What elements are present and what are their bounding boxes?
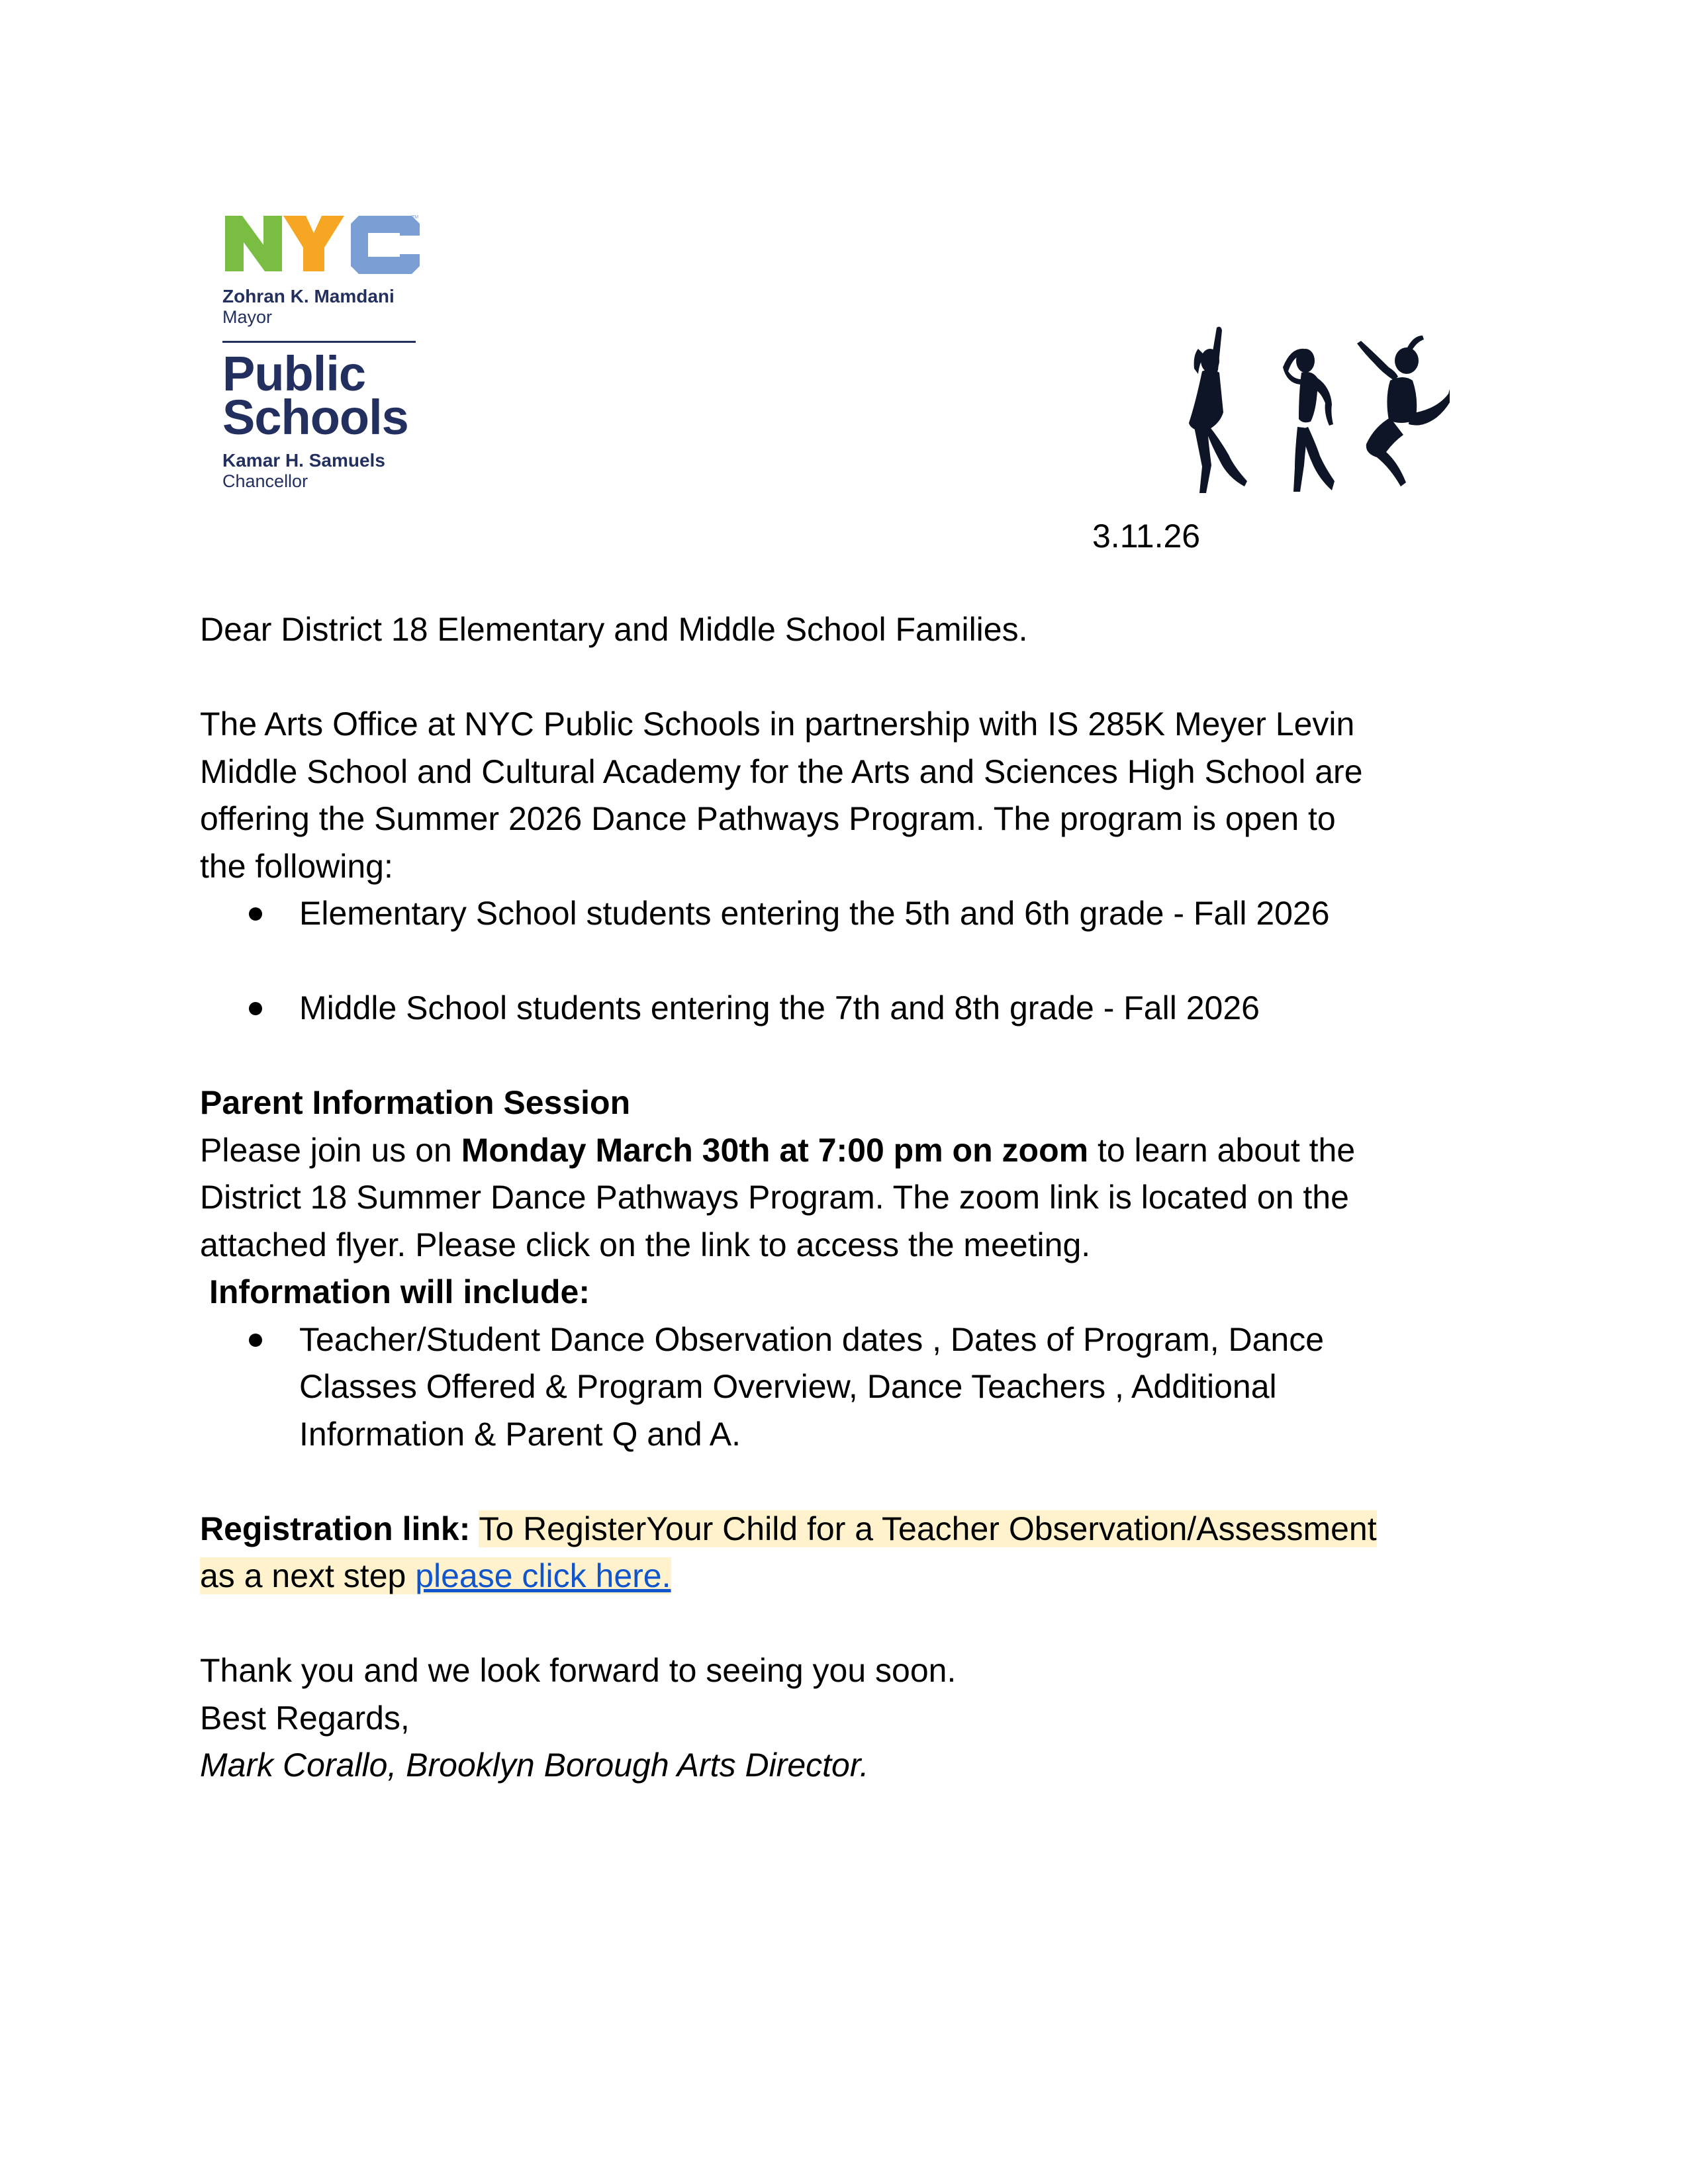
includes-heading: Information will include: xyxy=(209,1273,590,1310)
session-text: Please join us on xyxy=(200,1131,461,1169)
wordmark-line-2: Schools xyxy=(222,390,408,445)
session-datetime: Monday March 30th at 7:00 pm on zoom xyxy=(461,1131,1089,1169)
nyc-logo-icon xyxy=(222,212,421,278)
session-line: attached flyer. Please click on the link to access the meeting. xyxy=(200,1226,1091,1263)
chancellor-title: Chancellor xyxy=(222,471,308,491)
session-text: to learn about the xyxy=(1088,1131,1356,1169)
includes-line: Classes Offered & Program Overview, Dance Teachers , Additional xyxy=(299,1368,1277,1405)
dancers-silhouette-icon xyxy=(1165,314,1450,496)
intro-line: Middle School and Cultural Academy for the Arts and Sciences High School are xyxy=(200,752,1363,790)
intro-paragraph xyxy=(200,701,1497,890)
eligibility-item xyxy=(200,890,1497,938)
registration-text: To RegisterYour Child for a Teacher Observation/Assessment xyxy=(479,1510,1377,1547)
eligibility-item xyxy=(200,985,1497,1032)
mayor-name: Zohran K. Mamdani xyxy=(222,286,395,306)
session-line: District 18 Summer Dance Pathways Program. The zoom link is located on the xyxy=(200,1179,1349,1216)
chancellor-name: Kamar H. Samuels xyxy=(222,450,385,471)
registration-text: as a next step xyxy=(200,1557,416,1594)
eligibility-list xyxy=(200,890,1497,1032)
closing-line: Thank you and we look forward to seeing you soon. xyxy=(200,1652,957,1689)
bullet-icon xyxy=(249,907,262,921)
registration-link[interactable]: please click here. xyxy=(415,1557,671,1594)
registration-line xyxy=(200,1553,1497,1600)
public-schools-wordmark xyxy=(222,346,408,445)
intro-line: The Arts Office at NYC Public Schools in partnership with IS 285K Meyer Levin xyxy=(200,705,1355,743)
wordmark-line-1: Public xyxy=(222,346,366,401)
nyc-public-schools-logo xyxy=(222,212,421,496)
letter-date: 3.11.26 xyxy=(1092,518,1201,555)
includes-line: Teacher/Student Dance Observation dates , Dates of Program, Dance xyxy=(299,1320,1325,1358)
eligibility-item-text: Elementary School students entering the 5th and 6th grade - Fall 2026 xyxy=(299,895,1330,932)
registration-line xyxy=(200,1506,1497,1553)
bullet-icon xyxy=(249,1334,262,1347)
logo-divider xyxy=(222,341,416,343)
includes-item xyxy=(200,1316,1497,1459)
includes-line: Information & Parent Q and A. xyxy=(299,1415,741,1453)
registration-label: Registration link: xyxy=(200,1510,471,1547)
eligibility-item-text: Middle School students entering the 7th and 8th grade - Fall 2026 xyxy=(299,989,1260,1026)
session-line xyxy=(200,1127,1497,1175)
signature: Mark Corallo, Brooklyn Borough Arts Director. xyxy=(200,1747,869,1784)
bullet-icon xyxy=(249,1002,262,1015)
letter-body xyxy=(200,606,1497,1790)
includes-list xyxy=(200,1316,1497,1459)
svg-text:TM: TM xyxy=(412,215,419,220)
intro-line: offering the Summer 2026 Dance Pathways Program. The program is open to xyxy=(200,800,1336,837)
salutation: Dear District 18 Elementary and Middle School Families. xyxy=(200,611,1028,648)
session-heading: Parent Information Session xyxy=(200,1084,631,1121)
mayor-title: Mayor xyxy=(222,307,273,327)
intro-line: the following: xyxy=(200,847,393,885)
signoff: Best Regards, xyxy=(200,1699,410,1737)
registration-text-highlight xyxy=(200,1557,671,1594)
